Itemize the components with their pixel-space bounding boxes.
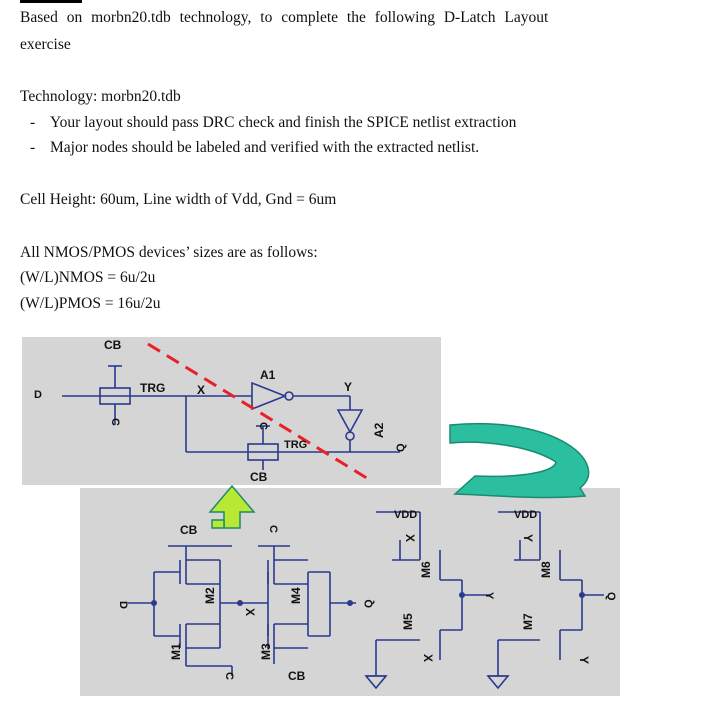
label-x: X — [197, 383, 206, 397]
label-m6: M6 — [419, 561, 433, 578]
requirement-1: Your layout should pass DRC check and finish the SPICE netlist extraction — [50, 114, 517, 131]
label-m4: M4 — [289, 587, 303, 604]
label-m2: M2 — [203, 587, 217, 604]
pmos-size: (W/L)PMOS = 16u/2u — [20, 295, 161, 312]
label-d: D — [117, 601, 129, 609]
label-y: Y — [521, 534, 535, 543]
label-cb-2: CB — [250, 470, 268, 484]
label-q: Q — [363, 599, 375, 608]
label-trg: TRG — [140, 381, 166, 395]
bullet-dash: - — [30, 139, 36, 156]
label-vdd: VDD — [394, 509, 418, 521]
intro-line-1: Based on morbn20.tdb technology, to complete the following D-Latch Layout — [20, 9, 549, 26]
label-m8: M8 — [539, 561, 553, 578]
label-c-bottom: C — [223, 672, 235, 680]
label-m3: M3 — [259, 643, 273, 660]
label-trg-2: TRG — [284, 439, 308, 451]
requirement-2: Major nodes should be labeled and verified with the extracted netlist. — [50, 139, 480, 156]
label-cb-top: CB — [180, 523, 198, 537]
bullet-dash: - — [30, 114, 36, 131]
label-x-bottom: X — [421, 654, 435, 663]
label-y: Y — [344, 380, 353, 394]
label-y: Y — [483, 592, 495, 600]
label-c: C — [257, 422, 269, 430]
top-schematic-panel — [22, 337, 441, 485]
label-m7: M7 — [521, 613, 535, 630]
sizes-heading: All NMOS/PMOS devices’ sizes are as follows: — [20, 244, 318, 261]
label-c: C — [109, 418, 121, 426]
bottom-schematic-panel — [80, 488, 620, 696]
label-c-top: C — [267, 525, 279, 533]
technology-line: Technology: morbn20.tdb — [20, 88, 181, 105]
label-cb-bottom: CB — [288, 669, 306, 683]
label-y-bottom: Y — [577, 656, 591, 665]
label-a2: A2 — [372, 422, 386, 438]
nmos-size: (W/L)NMOS = 6u/2u — [20, 269, 156, 286]
label-a1: A1 — [260, 368, 276, 382]
label-cb: CB — [104, 338, 122, 352]
label-vdd: VDD — [514, 509, 538, 521]
label-m5: M5 — [401, 613, 415, 630]
label-x: X — [403, 534, 417, 543]
label-m1: M1 — [169, 643, 183, 660]
cell-spec: Cell Height: 60um, Line width of Vdd, Gnd = 6um — [20, 191, 337, 208]
curved-arrow-icon — [450, 424, 589, 498]
label-d: D — [34, 389, 42, 401]
label-q: Q — [395, 443, 407, 452]
intro-line-2: exercise — [20, 36, 71, 53]
label-q: Q — [605, 592, 617, 601]
label-x: X — [243, 608, 257, 617]
